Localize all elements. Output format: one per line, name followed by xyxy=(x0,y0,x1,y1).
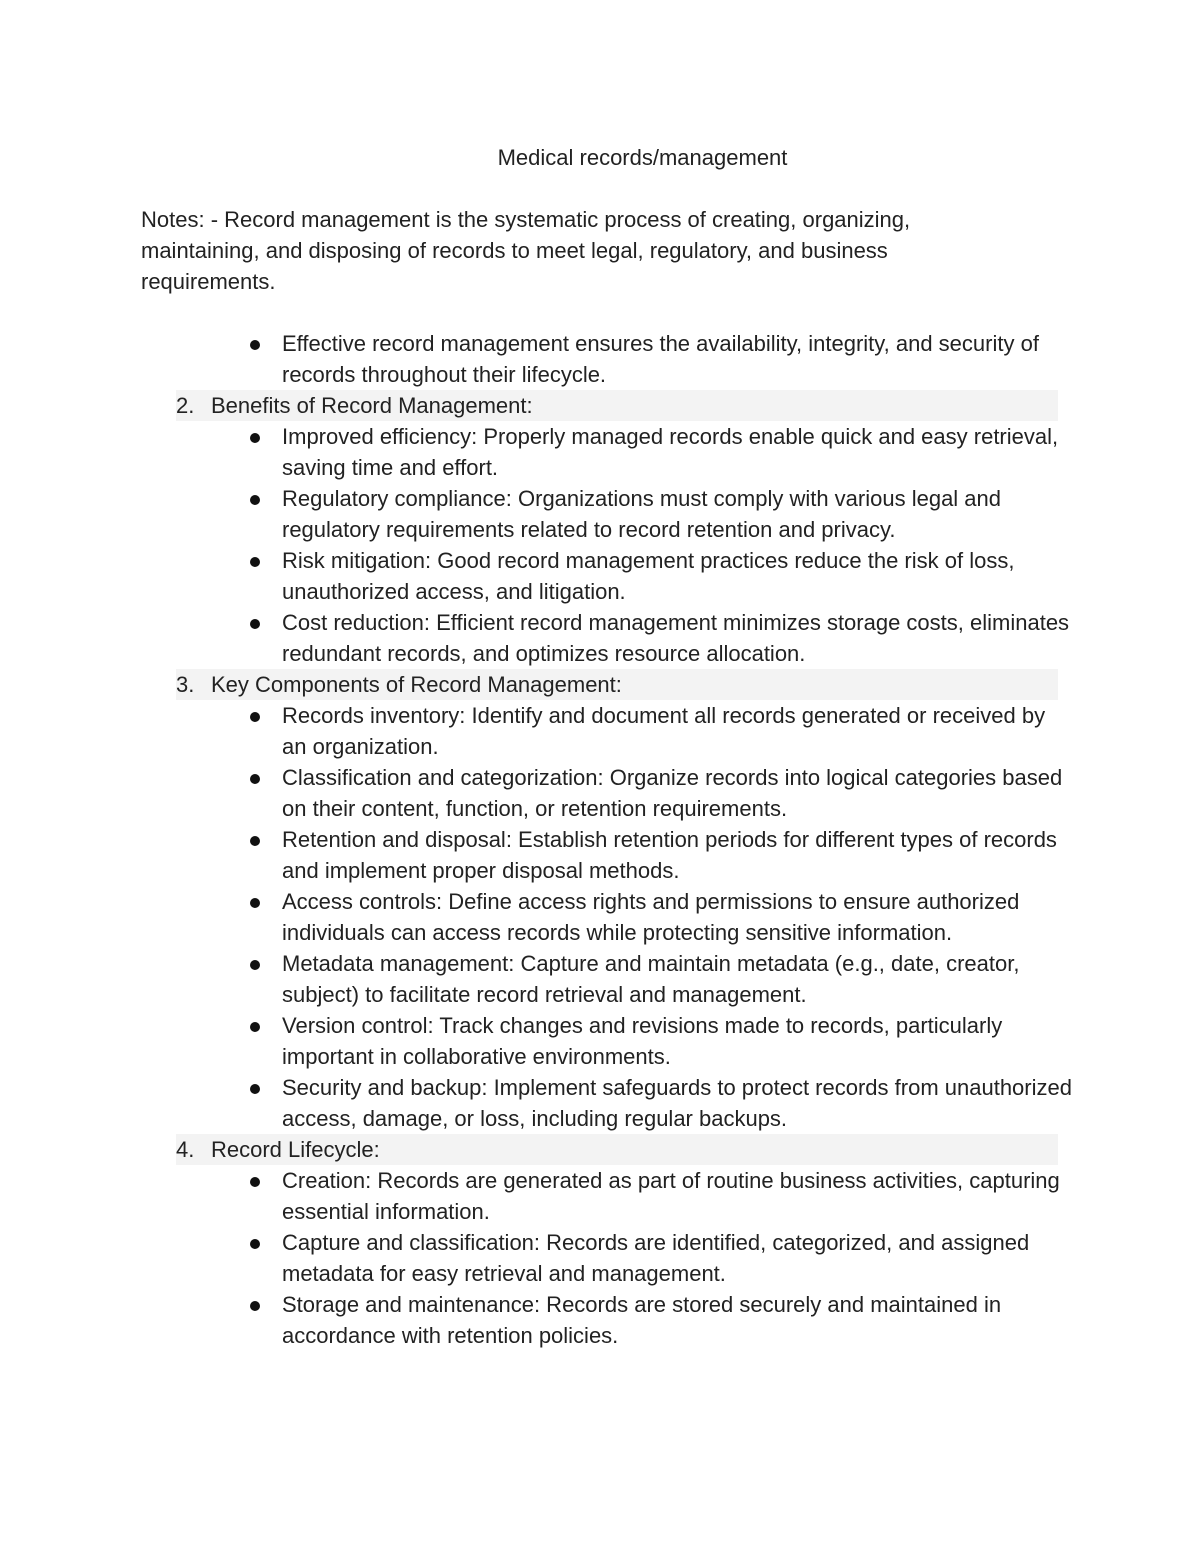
list-item xyxy=(0,545,1072,607)
bullet-text: Version control: Track changes and revisions made to records, particularly important in collaborative environments. xyxy=(282,1013,1003,1069)
bullet-icon xyxy=(250,1084,260,1094)
list-item xyxy=(0,421,1072,483)
list-item xyxy=(0,483,1072,545)
list-item xyxy=(0,1010,1072,1072)
bullet-icon xyxy=(250,495,260,505)
bullet-icon xyxy=(250,712,260,722)
bullet-text: Regulatory compliance: Organizations must comply with various legal and regulatory requirements related to record retention and privacy. xyxy=(282,486,1002,542)
list-item xyxy=(0,886,1072,948)
section-heading-key-components xyxy=(176,669,1058,700)
bullet-icon xyxy=(250,836,260,846)
list-item xyxy=(0,948,1072,1010)
bullet-text: Effective record management ensures the availability, integrity, and security of records throughout their lifecycle. xyxy=(282,331,1039,387)
bullet-text: Capture and classification: Records are identified, categorized, and assigned metadata for easy retrieval and management. xyxy=(282,1230,1030,1286)
bullet-text: Risk mitigation: Good record management practices reduce the risk of loss, unauthorized access, and litigation. xyxy=(282,548,1015,604)
section-number: 3. xyxy=(176,672,195,697)
bullet-text: Creation: Records are generated as part of routine business activities, capturing essential information. xyxy=(282,1168,1060,1224)
section-number: 4. xyxy=(176,1137,195,1162)
section-heading-lifecycle xyxy=(176,1134,1058,1165)
section-label: Key Components of Record Management: xyxy=(211,672,622,697)
bullet-icon xyxy=(250,1239,260,1249)
bullet-icon xyxy=(250,960,260,970)
list-item xyxy=(0,762,1072,824)
bullet-text: Storage and maintenance: Records are stored securely and maintained in accordance with retention policies. xyxy=(282,1292,1002,1348)
list-item xyxy=(0,824,1072,886)
bullet-text: Cost reduction: Efficient record management minimizes storage costs, eliminates redundant records, and optimizes resource allocation. xyxy=(282,610,1070,666)
list-item xyxy=(0,1289,1072,1351)
section-heading-benefits xyxy=(176,390,1058,421)
bullet-icon xyxy=(250,1301,260,1311)
list-item xyxy=(0,700,1072,762)
section-label: Benefits of Record Management: xyxy=(211,393,533,418)
bullet-icon xyxy=(250,619,260,629)
document-title: Medical records/management xyxy=(497,145,788,170)
bullet-text: Records inventory: Identify and document all records generated or received by an organization. xyxy=(282,703,1046,759)
section-number: 2. xyxy=(176,393,195,418)
list-item xyxy=(0,1072,1072,1134)
document-body xyxy=(0,328,1200,1351)
list-item xyxy=(0,1227,1072,1289)
list-item xyxy=(0,607,1072,669)
bullet-text: Classification and categorization: Organize records into logical categories based on their content, function, or retention requirements. xyxy=(282,765,1063,821)
bullet-text: Retention and disposal: Establish retention periods for different types of records and implement proper disposal methods. xyxy=(282,827,1057,883)
bullet-icon xyxy=(250,557,260,567)
bullet-text: Improved efficiency: Properly managed records enable quick and easy retrieval, saving time and effort. xyxy=(282,424,1059,480)
bullet-text: Security and backup: Implement safeguards to protect records from unauthorized access, damage, or loss, including regular backups. xyxy=(282,1075,1072,1131)
bullet-icon xyxy=(250,1022,260,1032)
bullet-text: Access controls: Define access rights and permissions to ensure authorized individuals can access records while protecting sensitive information. xyxy=(282,889,1020,945)
bullet-icon xyxy=(250,433,260,443)
notes-paragraph: Notes: - Record management is the systematic process of creating, organizing, maintaining, and disposing of records to meet legal, regulatory, and business requirements. xyxy=(141,207,911,294)
bullet-icon xyxy=(250,774,260,784)
section-label: Record Lifecycle: xyxy=(211,1137,380,1162)
list-item xyxy=(0,1165,1072,1227)
bullet-icon xyxy=(250,898,260,908)
bullet-text: Metadata management: Capture and maintain metadata (e.g., date, creator, subject) to facilitate record retrieval and management. xyxy=(282,951,1020,1007)
intro-bullet xyxy=(0,328,1072,390)
bullet-icon xyxy=(250,340,260,350)
bullet-icon xyxy=(250,1177,260,1187)
